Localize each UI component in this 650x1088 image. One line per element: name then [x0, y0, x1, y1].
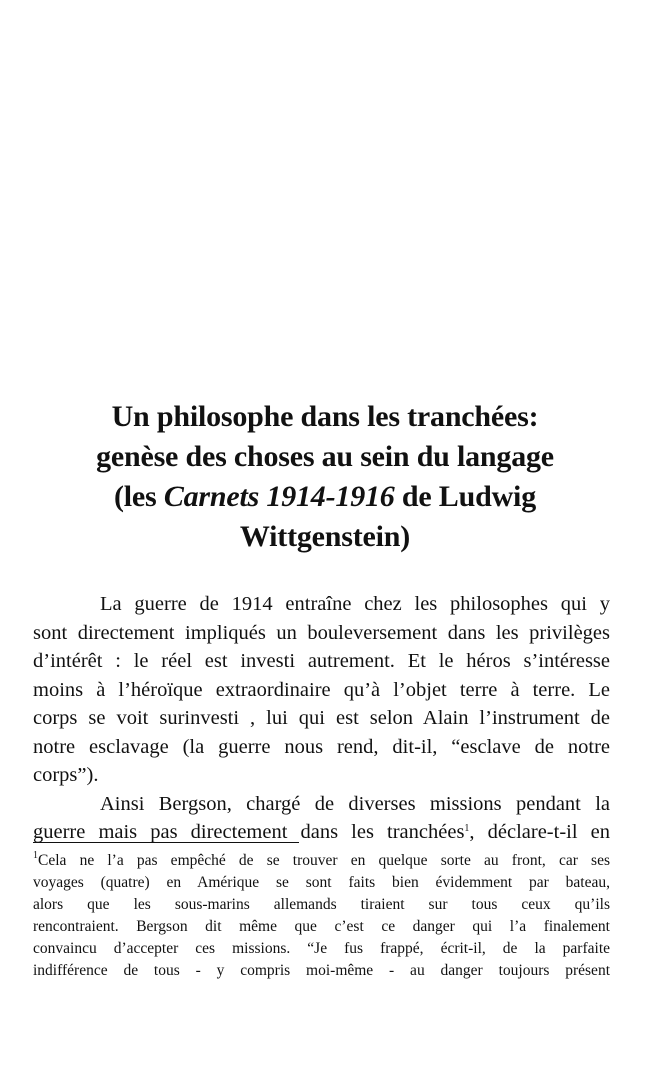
body-line: corps”).	[33, 764, 99, 786]
title-line-3-post: de Ludwig	[394, 480, 536, 513]
title-line-4: Wittgenstein)	[239, 520, 411, 553]
body-last-line-post: , déclare-t-il en	[469, 821, 610, 843]
footnote-line: rencontraient. Bergson dit même que c’est ce danger qui l’a finalement	[33, 918, 610, 935]
footnote-line	[33, 850, 610, 872]
footnote-mark: 1	[33, 850, 38, 861]
footnote	[33, 850, 610, 982]
body-paragraphs	[33, 590, 610, 847]
footnote-line: voyages (quatre) en Amérique se sont faits bien évidemment par bateau,	[33, 874, 610, 891]
body-line: La guerre de 1914 entraîne chez les philosophes qui y	[100, 593, 610, 615]
chapter-title	[40, 397, 610, 557]
body-line: d’intérêt : le réel est investi autrement. Et le héros s’intéresse	[33, 650, 610, 672]
body-last-line-pre: guerre mais pas directement dans les tranchées	[33, 821, 465, 843]
title-italic-work: Carnets 1914-1916	[163, 480, 395, 513]
title-line-1: Un philosophe dans les tranchées:	[111, 400, 539, 433]
footnote-line: convaincu d’accepter ces missions. “Je fus frappé, écrit-il, de la parfaite	[33, 940, 610, 957]
body-line: corps se voit surinvesti , lui qui est selon Alain l’instrument de	[33, 707, 610, 729]
footnote-line-1-text: Cela ne l’a pas empêché de se trouver en quelque sorte au front, car ses	[38, 852, 610, 869]
body-line: moins à l’héroïque extraordinaire qu’à l’objet terre à terre. Le	[33, 678, 610, 701]
body-line: sont directement impliqués un bouleversement dans les privilèges	[33, 621, 610, 644]
body-line: Ainsi Bergson, chargé de diverses missions pendant la	[100, 792, 610, 815]
footnote-line: alors que les sous-marins allemands tiraient sur tous ceux qu’ils	[33, 896, 610, 913]
footnote-reference-mark: 1	[464, 823, 470, 834]
title-line-3	[40, 477, 610, 517]
title-line-2: genèse des choses au sein du langage	[96, 440, 554, 473]
title-line-3-pre: (les	[113, 480, 164, 513]
body-line: notre esclavage (la guerre nous rend, dit-il, “esclave de notre	[33, 735, 610, 758]
footnote-line: indifférence de tous - y compris moi-même - au danger toujours présent	[33, 962, 610, 979]
footnote-separator-rule	[33, 842, 299, 843]
